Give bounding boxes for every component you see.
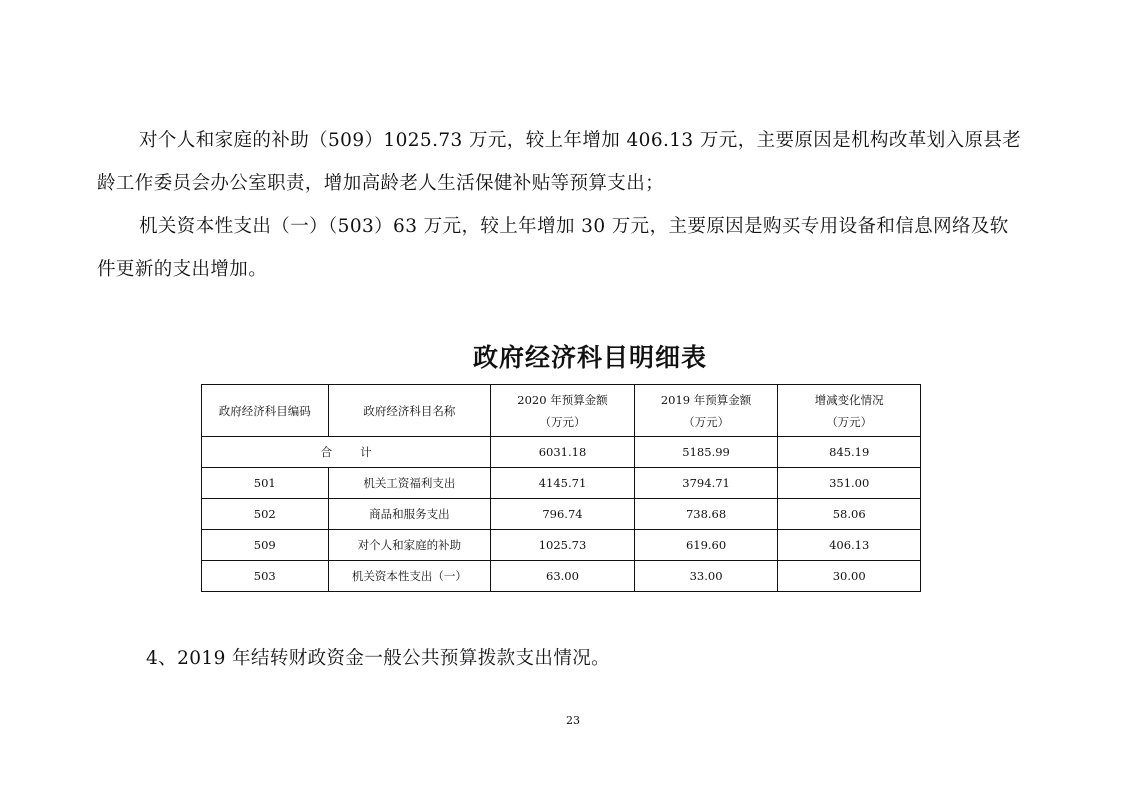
header-2020-line1: 2020 年预算金额: [517, 392, 608, 407]
row-2019: 619.60: [634, 530, 778, 561]
row-name: 机关工资福利支出: [328, 468, 491, 499]
row-code: 501: [202, 468, 329, 499]
row-diff: 58.06: [778, 499, 921, 530]
row-diff: 406.13: [778, 530, 921, 561]
total-label: [202, 437, 491, 468]
row-2019: 3794.71: [634, 468, 778, 499]
row-2020: 4145.71: [491, 468, 635, 499]
row-2019: 738.68: [634, 499, 778, 530]
header-diff-line1: 增减变化情况: [814, 392, 884, 407]
row-code: 502: [202, 499, 329, 530]
row-code: 509: [202, 530, 329, 561]
row-name: 机关资本性支出（一）: [328, 561, 491, 592]
table-row: [202, 499, 921, 530]
header-2019-line2: （万元）: [683, 414, 730, 429]
header-2020-line2: （万元）: [539, 414, 586, 429]
economic-classification-table: [201, 384, 921, 592]
row-name: 商品和服务支出: [328, 499, 491, 530]
paragraph-personal-subsidy: 对个人和家庭的补助（509）1025.73 万元，较上年增加 406.13 万元，主要原因是机构改革划入原县老龄工作委员会办公室职责，增加高龄老人生活保健补贴等预算支出；: [97, 130, 1022, 194]
row-diff: 30.00: [778, 561, 921, 592]
table-row: [202, 561, 921, 592]
total-2020: 6031.18: [491, 437, 635, 468]
row-name: 对个人和家庭的补助: [328, 530, 491, 561]
total-diff: 845.19: [778, 437, 921, 468]
total-label-b: 计: [360, 445, 372, 459]
row-2020: 1025.73: [491, 530, 635, 561]
header-name: 政府经济科目名称: [328, 385, 491, 437]
header-code: 政府经济科目编码: [202, 385, 329, 437]
page-number: 23: [566, 714, 580, 727]
row-2020: 63.00: [491, 561, 635, 592]
table-title: 政府经济科目明细表: [472, 343, 707, 372]
table-header-row: [202, 385, 921, 437]
header-2020: [491, 385, 635, 437]
header-2019: [634, 385, 778, 437]
row-code: 503: [202, 561, 329, 592]
table-row: [202, 530, 921, 561]
table-row: [202, 468, 921, 499]
total-2019: 5185.99: [634, 437, 778, 468]
row-2019: 33.00: [634, 561, 778, 592]
header-diff: [778, 385, 921, 437]
table-total-row: [202, 437, 921, 468]
header-2019-line1: 2019 年预算金额: [660, 392, 752, 407]
row-2020: 796.74: [491, 499, 635, 530]
paragraph-capital-expenditure: 机关资本性支出（一）（503）63 万元，较上年增加 30 万元，主要原因是购买专用设备和信息网络及软件更新的支出增加。: [97, 216, 1009, 280]
header-diff-line2: （万元）: [826, 414, 873, 429]
row-diff: 351.00: [778, 468, 921, 499]
total-label-a: 合: [320, 445, 333, 459]
paragraph-carryover-heading: 4、2019 年结转财政资金一般公共预算拨款支出情况。: [146, 648, 611, 669]
